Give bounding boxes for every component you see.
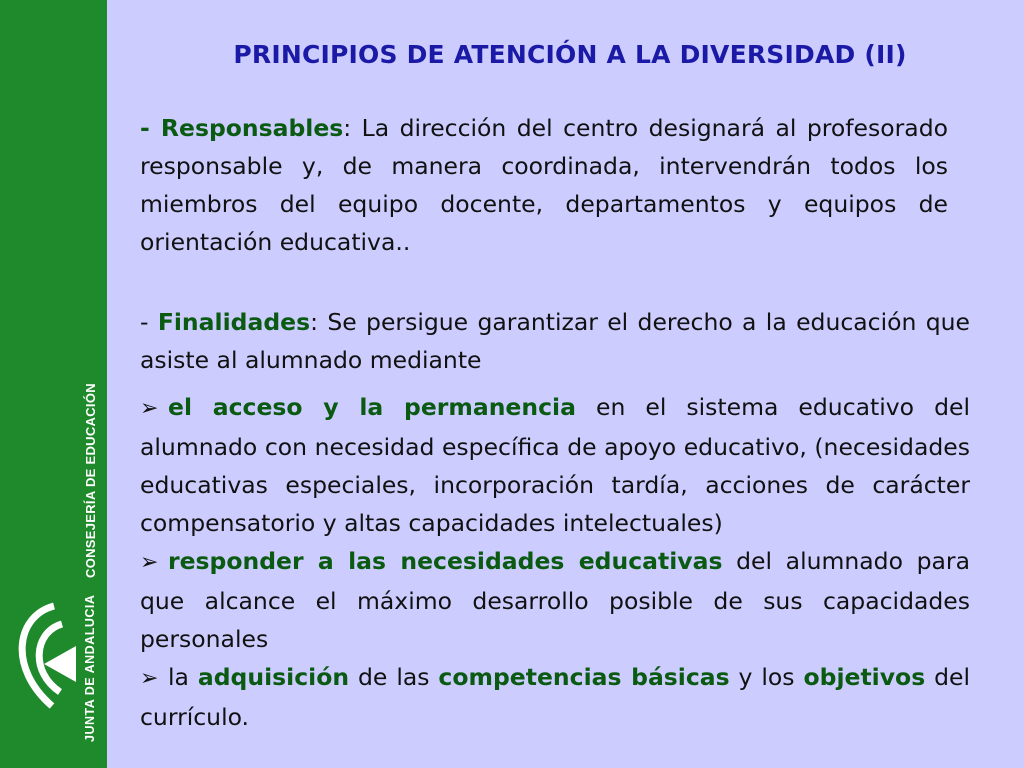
bullet-text-mid2: y los [729, 663, 804, 691]
sidebar-org-label: CONSEJERÍA DE EDUCACIÓN [83, 383, 98, 578]
responsables-label: - Responsables [140, 114, 344, 142]
sidebar-gov-label: JUNTA DE ANDALUCIA [83, 594, 97, 742]
responsables-text: La dirección del centro designará al profesorado responsable y, de manera coordinada, intervendrán todos los miembros del equipo docente, departamentos y equipos de orientación educativa.. [140, 114, 948, 256]
junta-andalucia-logo-icon [4, 598, 80, 718]
bullet-bold-competencias: competencias básicas [438, 663, 730, 691]
bullet-item [140, 658, 970, 736]
bullet-text-mid: de las [349, 663, 439, 691]
bullet-text: en el sistema educativo del alumnado con necesidad específica de apoyo educativo, (necesidades educativas especiales, incorporación tardía, acciones de carácter compensatorio y altas capacidades intelectuales) [140, 393, 970, 537]
slide-title: PRINCIPIOS DE ATENCIÓN A LA DIVERSIDAD (II) [233, 40, 907, 69]
bullet-text: del alumnado para que alcance el máximo desarrollo posible de sus capacidades personales [140, 547, 970, 653]
finalidades-paragraph [140, 303, 970, 379]
arrow-bullet-icon: ➢ [140, 550, 159, 575]
bullet-text-end: del currículo. [140, 663, 971, 731]
sidebar [0, 0, 107, 768]
bullet-bold: el acceso y la permanencia [168, 393, 576, 421]
bullet-item [140, 388, 970, 542]
finalidades-label: Finalidades [157, 308, 311, 336]
bullet-item [140, 542, 970, 658]
bullet-bold: responder a las necesidades educativas [168, 547, 723, 575]
responsables-colon: : [343, 114, 352, 142]
responsables-paragraph [140, 109, 948, 261]
arrow-bullet-icon: ➢ [140, 666, 159, 691]
finalidades-colon: : [310, 308, 318, 336]
finalidades-dash: - [140, 308, 158, 336]
finalidades-text: Se persigue garantizar el derecho a la educación que asiste al alumnado mediante [140, 308, 970, 374]
bullet-bold-objetivos: objetivos [803, 663, 926, 691]
bullet-bold-adquisicion: adquisición [197, 663, 350, 691]
arrow-bullet-icon: ➢ [140, 396, 159, 421]
bullet-text-pre: la [168, 663, 198, 691]
bullet-list [140, 388, 970, 736]
